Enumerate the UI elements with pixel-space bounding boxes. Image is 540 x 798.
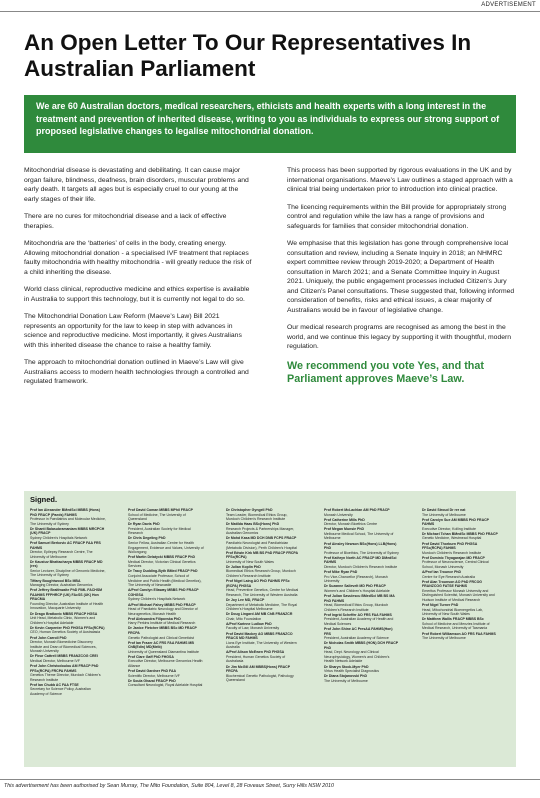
signatory-name: Prof Ainsley Newson BSc(Hons) LLB(Hons) PhD bbox=[324, 541, 397, 551]
signatory-affiliation: Professor of Bioethics, The University of Sydney bbox=[324, 550, 399, 555]
signatory-name: Dr Shanti Balasubramaniam MBBS MRCPCH (UK) FRACP bbox=[30, 526, 105, 536]
signatory-name: Dr Drago Bratkovic MBBS FRACP HGSA bbox=[30, 611, 98, 616]
signatory-name: Dr Julian Koplin PhD bbox=[226, 564, 261, 569]
signatory-name: Dr Joy Lee MD, FRACP bbox=[226, 597, 265, 602]
signatory-entry bbox=[128, 669, 204, 678]
signatory-name: A/Prof Ian Trounce PhD bbox=[422, 570, 462, 575]
signatory-affiliation: President, Australian Academy of Science bbox=[324, 636, 389, 641]
signatory-entry bbox=[128, 679, 204, 688]
signatory-name: Dr David Stroud Dr rer nat bbox=[422, 508, 466, 512]
signatory-name: Prof Samuel Berkovic AC FRACP FAA FRS FAHMS bbox=[30, 541, 101, 550]
authorisation-footer: This advertisement has been authorised by Sean Murray, The Mito Foundation, Suite 804, Level 8, 28 Foveaux Street, Surry Hills NSW 2010 bbox=[4, 783, 334, 789]
signatory-column bbox=[30, 508, 106, 697]
signatory-entry bbox=[422, 632, 498, 641]
signatory-entry bbox=[30, 626, 106, 635]
advertisement-label: ADVERTISEMENT bbox=[481, 2, 536, 8]
body-paragraph: The Mitochondrial Donation Law Reform (Maeve’s Law) Bill 2021 represents an opportunity for the law to keep in step with advances in science and reproductive medicine. Most importantly, it gives Australians with this inherited disease the chance to raise a healthy family. bbox=[24, 313, 242, 349]
signatory-name: Dr Christopher Gyngell PhD bbox=[226, 508, 273, 512]
signatory-affiliation: Director, Murdoch Children's Research Institute bbox=[324, 564, 398, 569]
signatory-affiliation: Medical Director, Melbourne IVF bbox=[30, 658, 80, 663]
signatory-name: Prof Mike Ryan PhD bbox=[324, 570, 358, 575]
signatory-name: Dr Kevin Carpenter PhD FHGSA FFSc(RCPA) bbox=[30, 625, 105, 630]
signatory-column bbox=[324, 508, 400, 684]
signatory-entry bbox=[422, 518, 498, 532]
signatory-name: A/Prof Alison McEwen PhD FHGSA bbox=[226, 650, 285, 655]
signatory-affiliation: Faculty of Law, Monash University bbox=[226, 626, 280, 631]
signatory-entry bbox=[128, 536, 204, 554]
signatory-entry bbox=[226, 565, 302, 579]
signatory-affiliation: Pro Vice-Chancellor (Research), Monash University bbox=[324, 574, 388, 584]
signatory-name: Prof Catherine Mills PhD bbox=[324, 517, 365, 522]
intro-banner bbox=[24, 95, 516, 153]
signatory-affiliation: Sydney Children's Hospitals Network bbox=[128, 597, 186, 602]
signatory-name: Prof Julian Savulescu BMedSci MB BS MA PhD FAHMS bbox=[324, 594, 395, 603]
signatory-name: Prof Dominic Thyagarajan MD FRACP bbox=[422, 555, 485, 560]
headline: An Open Letter To Our Representatives In Australian Parliament bbox=[24, 30, 472, 81]
signatory-entry bbox=[324, 594, 400, 612]
body-left-column bbox=[24, 166, 252, 395]
signatory-name: A/Prof Carolyn Ellaway MBBS PhD FRACP CGHGSA bbox=[128, 588, 199, 597]
signatory-entry bbox=[128, 603, 204, 617]
signatory-affiliation: Genetic Medicine, Westmead Hospital bbox=[422, 536, 482, 541]
signatory-entry bbox=[324, 613, 400, 627]
signatory-entry bbox=[30, 579, 106, 588]
signatory-affiliation: Head, Preventive Genetics, Centre for Medical Research, The University of Western Australia bbox=[226, 588, 299, 597]
signatory-entry bbox=[226, 612, 302, 621]
signatory-name: Dr Mohd Kasa MD DCH DNB FCPS FRACP bbox=[226, 536, 297, 541]
signatory-affiliation: Virtus Health Specialist Diagnostics bbox=[324, 669, 379, 674]
signatory-entry bbox=[226, 508, 302, 522]
signatory-affiliation: Scientific Director, Melbourne IVF bbox=[128, 673, 180, 678]
body-paragraph: Our medical research programs are recognised as among the best in the world, and we continue this legacy by supporting it with thoughtful, modern regulation. bbox=[287, 324, 512, 350]
signatory-name: Dr Tracy Dudding-Byth BMed FRACP PhD bbox=[128, 569, 198, 574]
signatory-entry bbox=[226, 551, 302, 565]
signatory-entry bbox=[30, 508, 106, 526]
signatory-entry bbox=[422, 556, 498, 570]
signatory-entry bbox=[128, 569, 204, 587]
signed-heading: Signed. bbox=[30, 495, 58, 504]
signatory-affiliation: Senior Lecturer, Discipline of Genomic Medicine, The University of Sydney bbox=[30, 568, 106, 578]
signatory-entry bbox=[324, 674, 400, 683]
body-paragraph: The licencing requirements within the Bill provide for appropriately strong control and regulation while the law has a range of provisions and safeguards for families that consider mitochondrial donation. bbox=[287, 203, 507, 230]
signatory-entry bbox=[128, 588, 204, 602]
top-divider bbox=[0, 11, 540, 12]
signatory-entry bbox=[422, 603, 498, 617]
signatory-affiliation: Lions Eye Institute, The University of Western Australia bbox=[226, 640, 297, 650]
signatory-column bbox=[128, 508, 204, 689]
signatory-affiliation: President, Australian Society for Medical Research bbox=[128, 526, 191, 536]
signatory-affiliation: Research Projects & Partnerships Manager, Australian Genomics bbox=[226, 526, 295, 536]
signatory-entry bbox=[324, 542, 400, 556]
signatory-affiliation: Head, Mitochondrial Bioenergetics Lab, University of New South Wales bbox=[422, 607, 484, 617]
intro-text: We are 60 Australian doctors, medical researchers, ethicists and health experts with a long interest in the treatment and prevention of inherited disease, writing to you as individuals to express our strong support of proposed legislative changes to legalise mitochondrial donation. bbox=[36, 101, 500, 137]
signatory-name: Prof Martin Delatycki MBBS FRACP PhD bbox=[128, 555, 196, 560]
recommendation-callout: We recommend you vote Yes, and that Parliament approves Maeve’s Law. bbox=[287, 359, 485, 385]
signatory-affiliation: Centre for Eye Research Australia bbox=[422, 574, 475, 579]
signatory-name: Tiffany Boughtwood BSc MBA bbox=[30, 578, 81, 583]
signatory-name: Dr Doug Lingard AM MB ChB FRANZCR bbox=[226, 612, 293, 617]
signatory-name: A/Prof Karinne Ludlow PhD bbox=[226, 621, 272, 626]
signatory-entry bbox=[30, 683, 106, 697]
signatory-affiliation: President, Australian Academy of Health and Medical Sciences bbox=[324, 617, 394, 626]
signatory-entry bbox=[226, 536, 302, 550]
signatory-entry bbox=[422, 570, 498, 579]
signatory-affiliation: Managing Director, Australian Genomics bbox=[30, 583, 93, 588]
signatory-affiliation: Consultant Neurologist, Royal Adelaide Hospital bbox=[128, 683, 203, 688]
signatory-entry bbox=[324, 527, 400, 541]
signatory-name: Dr Matilda Haas BSc(Hons) PhD bbox=[226, 522, 280, 527]
signatory-entry bbox=[324, 584, 400, 593]
body-paragraph: There are no cures for mitochondrial disease and a lack of effective therapies. bbox=[24, 213, 227, 230]
signatory-name: A/Prof Michael Fahey MBBS PhD FRACP bbox=[128, 602, 196, 607]
signatory-entry bbox=[422, 532, 498, 541]
signatory-entry bbox=[226, 665, 302, 683]
signatory-entry bbox=[128, 641, 204, 655]
signatory-entry bbox=[226, 598, 302, 612]
signatory-entry bbox=[226, 650, 302, 664]
signatory-affiliation: Team Leader, Biomedical Ethics Group, Murdoch Children's Research Institute bbox=[226, 512, 288, 522]
signatory-affiliation: Director, Epilepsy Research Centre, The University of Melbourne bbox=[30, 550, 93, 559]
signatory-name: Dr Matthew Wallis FRACP MBBS BSc bbox=[422, 617, 484, 622]
signatory-entry bbox=[226, 579, 302, 597]
signatory-name: Dr Jim McGill AM MBBS(Hons) FRACP FRCPA bbox=[226, 664, 290, 674]
signatory-affiliation: Unit Head, Metabolic Clinic, Women's and Children's Hospital Adelaide bbox=[30, 616, 96, 625]
signatory-name: Prof Ian Chubb AC FAA FTSE bbox=[30, 682, 79, 687]
signatory-entry bbox=[226, 622, 302, 631]
signatory-name: Dr Fleur Cattrell MBBS FRANZCOG CREI bbox=[30, 654, 98, 659]
signatory-entry bbox=[128, 655, 204, 669]
signatory-affiliation: Sydney Children's Hospitals Network bbox=[30, 535, 88, 540]
signatory-name: Prof David Mackey AO MBBS FRANZCO FRACS MD FAHMS bbox=[226, 631, 293, 641]
signatory-entry bbox=[30, 541, 106, 559]
signatory-affiliation: Senior Fellow, Australian Centre for Health Engagement, Evidence and Values, University of Wollongong bbox=[128, 541, 204, 555]
signatory-affiliation: Department of Metabolic Medicine, The Royal Children's Hospital Melbourne bbox=[226, 602, 297, 612]
signatory-name: Prof Edwin Kirk MB BS PhD FRACP FRCPA FFSc(RCPA) bbox=[226, 550, 298, 560]
signatory-affiliation: Head of Paediatric Neurology and Director of Neurogenetics, Monash Health bbox=[128, 607, 198, 616]
signatory-name: Prof Ian Frazer AC FRS FAA FAHMS MB ChB(Edin) MD(Melb) bbox=[128, 640, 194, 650]
signatory-name: Dr Chris Degeling PhD bbox=[128, 536, 166, 541]
signatory-affiliation: Women's and Children's Hospital Adelaide bbox=[324, 588, 390, 593]
signatory-name: Prof Aleksandra Filipovska PhD bbox=[128, 616, 181, 621]
signatory-name: Dr Michael Tchan BMedSc MBBS PhD FRACP bbox=[422, 531, 498, 536]
signatory-name: Prof John Shine AC PresAA FAHMS(Hon) FRS bbox=[324, 627, 393, 636]
signatory-name: Dr Soula Ghazal FRACP PhD bbox=[128, 678, 176, 683]
signatory-affiliation: University of Queensland Diamantina Institute bbox=[128, 649, 200, 654]
signatory-entry bbox=[128, 626, 204, 640]
signatory-affiliation: Director, Monash Bioethics Centre bbox=[324, 522, 378, 527]
body-paragraph: Mitochondrial disease is devastating and debilitating. It can cause major organ failure, blindness, deafness, brain disorders, muscular problems and early death. It targets all ages but is especially cruel to our young at the early stages of their life. bbox=[24, 167, 249, 203]
body-paragraph: Mitochondria are the ‘batteries’ of cells in the body, creating energy. Allowing mitochondrial donation - a specialised IVF treatment that replaces faulty mitochondria with healthy mitochondria - will greatly reduce the risk of a child inheriting the disease. bbox=[24, 240, 252, 276]
signatory-name: Dr Kaustuv Bhattacharya MBBS FRACP MD (res) bbox=[30, 559, 103, 569]
signatory-name: Prof Jeffrey Braithwaite PhD FIML FACHSM FAAHMS FFPHRCP (UK) FAcSS (UK) Hon FRACMA bbox=[30, 588, 103, 602]
footer-divider bbox=[0, 779, 540, 780]
signatory-name: Dr Diana Stojanovski PhD bbox=[324, 674, 367, 679]
signatory-entry bbox=[324, 518, 400, 527]
signatory-affiliation: Medical Director, Victorian Clinical Genetics Services bbox=[128, 559, 196, 569]
signatory-affiliation: School of Medicine and Menzies Institute of Medical Research, University of Tasmania bbox=[422, 621, 490, 631]
signatory-entry bbox=[128, 508, 204, 522]
signatory-entry bbox=[226, 632, 302, 650]
signatory-affiliation: Murdoch Children's Research Institute bbox=[422, 550, 482, 555]
signatory-affiliation: Professor in Paediatrics and Molecular Medicine, The University of Sydney bbox=[30, 517, 106, 526]
signatory-entry bbox=[422, 580, 498, 603]
signatory-affiliation: Monash University bbox=[324, 512, 353, 517]
signatory-name: Prof Robert Williamson AO FRS FAA FAHMS bbox=[422, 631, 496, 636]
signatory-name: Prof Megan Munsie PhD bbox=[324, 527, 365, 532]
signatory-affiliation: President, Human Genetics Society of Australasia bbox=[226, 654, 286, 664]
signatory-affiliation: Harry Perkins Institute of Medical Research bbox=[128, 621, 196, 626]
signatory-affiliation: Director, Monash Biomedicine Discovery Institute and Dean of Biomedical Sciences, Monash University bbox=[30, 640, 97, 654]
signatory-entry bbox=[30, 612, 106, 626]
signatory-affiliation: University of New South Wales bbox=[226, 559, 274, 564]
signatory-name: Dr Nicholas Smith MBBS (HON) DCH FRACP PhD bbox=[324, 641, 399, 650]
signatory-name: Prof Clare Gaff PhD FHGSA bbox=[128, 654, 174, 659]
signatory-affiliation: Chair, Mito Foundation bbox=[226, 616, 262, 621]
signatory-affiliation: Genetics Theme Director, Murdoch Children's Research Institute bbox=[30, 673, 101, 682]
signatory-name: Prof David Coman MBBS MPhil FRACP bbox=[128, 508, 193, 512]
signatory-name: Prof David Thorburn PhD FHGSA FFSc(RCPA) FAHMS bbox=[422, 541, 478, 551]
signatory-entry bbox=[422, 542, 498, 556]
signatory-affiliation: Executive Director, Kolling Institute bbox=[422, 526, 476, 531]
signatory-entry bbox=[30, 527, 106, 541]
signatory-affiliation: Founding Director, Australian Institute of Health Innovation, Macquarie University bbox=[30, 601, 104, 611]
signatory-name: Prof Kathryn North AC FRACP MD DMedSci FAHMS bbox=[324, 555, 397, 565]
signatory-affiliation: Biomedical Ethics Research Group, Murdoch Children's Research Institute bbox=[226, 569, 296, 579]
signatory-name: Dr Ryan Davis PhD bbox=[128, 522, 160, 527]
signatory-name: Prof Alan Trounson AO PhD FRCOG FRANZCOG FATSE FAHMS bbox=[422, 579, 483, 589]
signatory-affiliation: Professor of Neuroscience, Central Clinical School, Monash University bbox=[422, 560, 489, 569]
signatory-name: Prof Carolyn Sue AM MBBS PhD FRACP FAHMS bbox=[422, 517, 489, 527]
signatory-entry bbox=[324, 508, 400, 517]
signatory-entry bbox=[128, 522, 204, 536]
signatory-entry bbox=[30, 560, 106, 578]
signatory-affiliation: Head, Dept. Neurology and Clinical Neurophysiology, Women's and Children's Health Network Adelaide bbox=[324, 650, 390, 664]
signatory-name: Prof Ian Alexander BMedSci MBBS (Hons) PhD FRACP (Paeds) FAHMS bbox=[30, 508, 100, 517]
signatory-affiliation: CEO, Human Genetics Society of Australasia bbox=[30, 630, 101, 635]
signatory-entry bbox=[422, 508, 498, 517]
signatory-affiliation: Paediatric Neurologist and Paediatrician (Metabolic Division), Perth Children's Hospital bbox=[226, 541, 297, 550]
signatory-entry bbox=[30, 636, 106, 654]
signatory-affiliation: Biochemical Genetic Pathologist, Pathology Queensland bbox=[226, 673, 294, 683]
signatory-affiliation: School of Medicine, The University of Queensland bbox=[128, 512, 186, 522]
signatory-column bbox=[226, 508, 302, 683]
signatory-name: Prof John Christodoulou AM FRACP PhD FFSc(RCPA) FRCPA FAHMS bbox=[30, 663, 99, 673]
signatory-entry bbox=[128, 555, 204, 569]
signatory-name: Prof John Carroll PhD bbox=[30, 635, 67, 640]
body-paragraph: World class clinical, reproductive medicine and ethics expertise is available in Australia to support this technology, but it is currently not legal to do so. bbox=[24, 286, 250, 303]
signatory-entry bbox=[324, 627, 400, 641]
signatory-entry bbox=[324, 665, 400, 674]
body-paragraph: We emphasise that this legislation has gone through comprehensive local consultation and review, including a Senate Inquiry in 2018; an NHMRC expert committee review through 2019-2020; a Department of Health consultation in March 2021; and a Senate Committee Inquiry in August 2021. Uniquely, the public engagement processes included Citizen’s Jury and Citizen’s Panel consultations. These suggested that, following informed consideration of benefits, risks and ethical issues, a clear majority of Australians would be in favour of legislative change. bbox=[287, 240, 515, 314]
signatory-affiliation: Executive Director, Melbourne Genomics Health Alliance bbox=[128, 659, 203, 668]
signatory-entry bbox=[128, 617, 204, 626]
signatory-entry bbox=[324, 641, 400, 664]
signatory-name: Dr Janice Fletcher MBBS BSc MD FRACP FRCPA bbox=[128, 626, 197, 635]
body-paragraph: The approach to mitochondrial donation outlined in Maeve’s Law will give Australians access to modern health technologies through a controlled and regulated framework. bbox=[24, 359, 249, 385]
signatory-affiliation: Genetic Pathologist and Clinical Geneticist bbox=[128, 635, 194, 640]
signatory-entry bbox=[226, 522, 302, 536]
signatory-entry bbox=[30, 654, 106, 663]
signatory-affiliation: Head, Biomedical Ethics Group, Murdoch Children's Research Institute bbox=[324, 603, 389, 612]
signatory-column bbox=[422, 508, 498, 641]
signatory-name: Prof Nigel Laing AO PhD FAHMS FFSc (RCPA) FHGSA bbox=[226, 579, 290, 588]
signatory-affiliation: Secretary for Science Policy, Australian Academy of Science bbox=[30, 687, 91, 696]
signatory-affiliation: Emeritus Professor Monash University and Distinguished Scientist, Monash University and Hudson Institute of Medical Research bbox=[422, 588, 495, 602]
signatory-affiliation: Melbourne Medical School, The University of Melbourne bbox=[324, 531, 394, 541]
signatory-entry bbox=[422, 617, 498, 631]
body-paragraph: This process has been supported by rigorous evaluations in the UK and by international organisations. Maeve’s Law outlines a staged approach with a clinical trial being undertaken prior to introduction into clinical practice. bbox=[287, 167, 513, 193]
signatory-name: Prof Ingrid Scheffer AO FRS FAA FAHMS bbox=[324, 612, 392, 617]
signatory-affiliation: The University of Melbourne bbox=[422, 512, 466, 517]
signatory-entry bbox=[324, 570, 400, 584]
signatory-entry bbox=[30, 588, 106, 611]
body-right-column bbox=[287, 166, 516, 386]
signatory-name: Prof Robert McLachlan AM PhD FRACP bbox=[324, 508, 390, 512]
signatory-name: Prof Nigel Turner PhD bbox=[422, 603, 459, 608]
signatory-entry bbox=[30, 664, 106, 682]
signatory-affiliation: The University of Melbourne bbox=[324, 678, 368, 683]
signatory-name: Prof David Gardner PhD FAA bbox=[128, 669, 177, 674]
signatory-name: Dr Suzanne Sallevelt MD PhD FRACP bbox=[324, 584, 386, 589]
signatory-affiliation: Conjoint Associate Professor, School of Medicine and Public Health (Medical Genetics), The University of Newcastle bbox=[128, 574, 202, 588]
signatory-name: Dr Sharyn Stock-Myer PhD bbox=[324, 664, 369, 669]
signatory-affiliation: The University of Melbourne bbox=[422, 636, 466, 641]
signatory-entry bbox=[324, 556, 400, 570]
